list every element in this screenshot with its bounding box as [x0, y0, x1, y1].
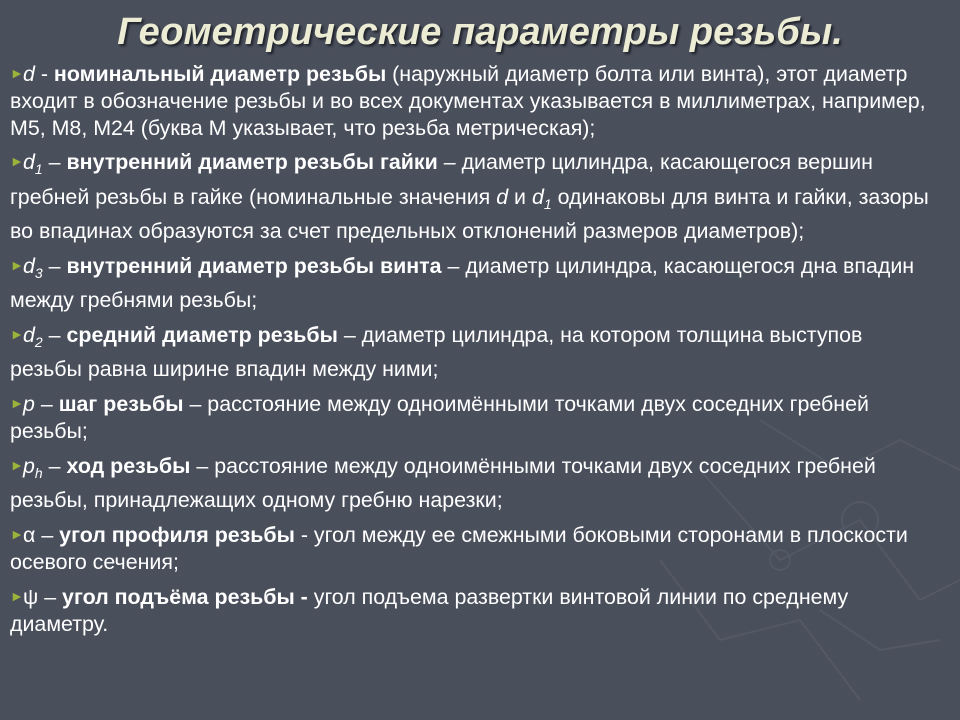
item-term: угол подъёма резьбы -	[62, 584, 308, 609]
item-description: угол подъема развертки винтовой линии по среднему диаметру.	[10, 584, 849, 636]
item-term: внутренний диаметр резьбы гайки	[66, 150, 438, 174]
slide-content	[10, 60, 940, 645]
item-subscript: 3	[34, 264, 43, 281]
item-description-cont: одинаковы для винта и гайки, зазоры во впадинах образуются за счет предельных отклонений размеров диаметров);	[10, 184, 929, 243]
item-symbol: d	[23, 322, 35, 347]
triangle-right-icon: ►	[10, 394, 24, 411]
triangle-right-icon: ►	[10, 525, 24, 542]
triangle-right-icon: ►	[10, 456, 24, 473]
item-description: – диаметр цилиндра, на котором толщина выступов резьбы равна ширине впадин между ними;	[10, 322, 863, 381]
item-term: средний диаметр резьбы	[66, 322, 338, 347]
item-description: – диаметр цилиндра, касающегося дна впадин между гребнями резьбы;	[10, 253, 915, 312]
list-item-pitch-diameter	[10, 321, 940, 384]
item-description: – расстояние между одноимёнными точками двух соседних гребней резьбы, принадлежащих одному гребню нарезки;	[10, 453, 876, 512]
item-symbol: p	[23, 453, 35, 478]
list-item-nut-inner-diameter	[10, 148, 940, 246]
inline-symbol-d: d	[496, 184, 509, 209]
item-term: номинальный диаметр резьбы	[53, 62, 387, 86]
item-term: внутренний диаметр резьбы винта	[66, 253, 442, 278]
item-separator: –	[35, 522, 60, 547]
item-description: – диаметр цилиндра, касающегося вершин гребней резьбы в гайке (номинальные значения	[10, 150, 873, 209]
item-term: шаг резьбы	[58, 391, 184, 416]
item-symbol: ψ	[23, 584, 39, 609]
item-separator: –	[42, 150, 67, 174]
inline-conjunction: и	[508, 184, 532, 209]
list-item-bolt-inner-diameter	[10, 252, 940, 315]
list-item-thread-pitch	[10, 390, 940, 446]
list-item-lead-angle	[10, 583, 940, 639]
slide-title: Геометрические параметры резьбы.	[117, 11, 843, 53]
list-item-nominal-diameter	[10, 60, 940, 142]
triangle-right-icon: ►	[10, 153, 24, 169]
item-description: – расстояние между одноимёнными точками двух соседних гребней резьбы;	[10, 391, 869, 443]
item-symbol: p	[23, 391, 35, 416]
triangle-right-icon: ►	[10, 256, 24, 273]
item-description: (наружный диаметр болта или винта), этот диаметр входит в обозначение резьбы и во всех документах указывается в миллиметрах, например, М5, М8, М24 (буква М указывает, что резьба метрическая);	[10, 62, 926, 140]
item-subscript: 2	[34, 333, 43, 350]
inline-subscript: 1	[543, 195, 552, 212]
item-separator: –	[34, 391, 59, 416]
item-description: - угол между ее смежными боковыми сторонами в плоскости осевого сечения;	[10, 522, 908, 574]
item-symbol: d	[23, 150, 35, 174]
list-item-thread-lead	[10, 452, 940, 515]
item-separator: –	[38, 584, 63, 609]
triangle-right-icon: ►	[10, 325, 24, 342]
item-separator: –	[42, 322, 67, 347]
item-symbol: α	[23, 522, 36, 547]
item-separator: –	[42, 453, 67, 478]
item-subscript: h	[34, 464, 43, 481]
item-subscript: 1	[34, 161, 43, 177]
item-symbol: d	[23, 253, 35, 278]
item-term: угол профиля резьбы	[59, 522, 295, 547]
inline-symbol-d1: d	[531, 184, 544, 209]
item-separator: -	[34, 62, 54, 86]
item-separator: –	[42, 253, 67, 278]
item-symbol: d	[23, 62, 35, 86]
item-term: ход резьбы	[66, 453, 191, 478]
list-item-profile-angle	[10, 521, 940, 577]
triangle-right-icon: ►	[10, 587, 24, 604]
triangle-right-icon: ►	[10, 65, 24, 81]
